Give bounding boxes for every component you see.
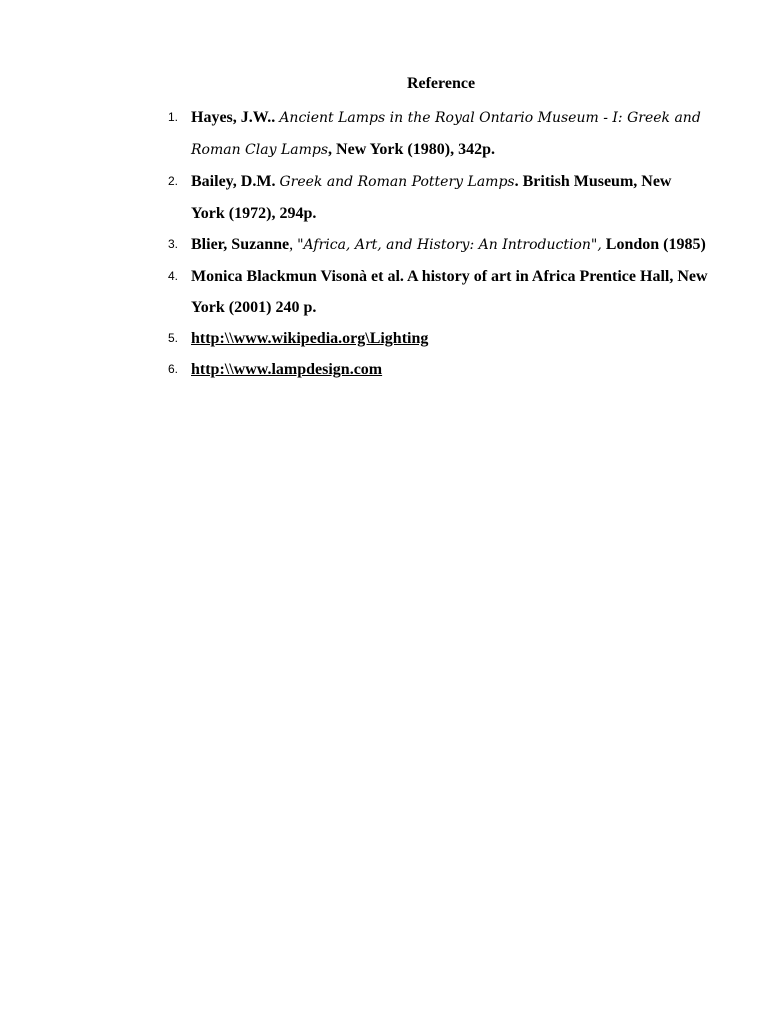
reference-number: 4. [168, 269, 179, 283]
reference-number: 6. [168, 362, 179, 376]
reference-item [168, 261, 708, 323]
reference-work-title: "Africa, Art, and History: An Introduction", [297, 237, 602, 253]
reference-link-wikipedia[interactable]: http:\\www.wikipedia.org\Lighting [191, 330, 429, 347]
reference-item [168, 102, 708, 166]
reference-author: Blier, Suzanne [191, 236, 290, 253]
reference-details: London (1985) [601, 236, 706, 253]
reference-item [168, 166, 708, 229]
reference-text: Monica Blackmun Visonà et al. A history of art in Africa Prentice Hall, New York (2001) 240 p. [191, 268, 708, 316]
reference-number: 1. [168, 110, 179, 124]
reference-details: . British Museum, New York (1972), 294p. [191, 173, 672, 222]
page-title: Reference [406, 75, 476, 92]
reference-separator: , [289, 236, 298, 253]
reference-link-lampdesign[interactable]: http:\\www.lampdesign.com [191, 361, 383, 378]
reference-number: 2. [168, 174, 179, 188]
reference-item [168, 229, 708, 261]
reference-work-title: Greek and Roman Pottery Lamps [279, 174, 515, 190]
reference-item [168, 354, 708, 385]
reference-details: , New York (1980), 342p. [328, 141, 495, 158]
reference-author: Bailey, D.M. [191, 173, 276, 190]
reference-number: 3. [168, 237, 179, 251]
reference-author: Hayes, J.W.. [191, 109, 276, 126]
reference-number: 5. [168, 331, 179, 345]
reference-work-title: Ancient Lamps in the Royal Ontario Museum - I: Greek and Roman Clay Lamps [191, 110, 701, 158]
reference-item [168, 323, 708, 354]
reference-list [168, 102, 708, 385]
